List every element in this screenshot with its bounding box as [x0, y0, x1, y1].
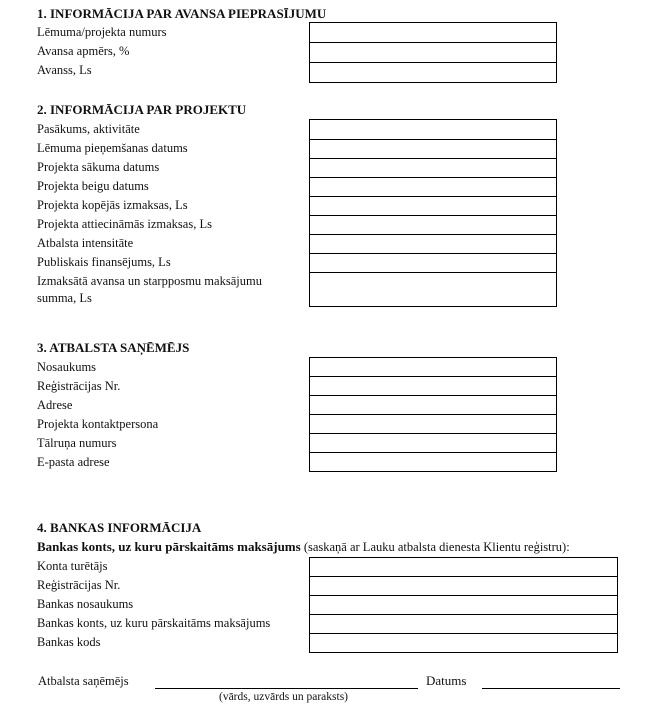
date-label: Datums	[426, 673, 467, 688]
field-label-email: E-pasta adrese	[37, 455, 110, 469]
section1-heading: 1. INFORMĀCIJA PAR AVANSA PIEPRASĪJUMU	[37, 6, 327, 21]
input-bank-code[interactable]	[309, 633, 618, 653]
input-bank-name[interactable]	[309, 595, 618, 615]
input-address[interactable]	[309, 395, 557, 415]
input-name[interactable]	[309, 357, 557, 377]
input-total-costs[interactable]	[309, 196, 557, 216]
field-label-aid-intensity: Atbalsta intensitāte	[37, 236, 134, 250]
bank-account-subheading	[37, 539, 570, 555]
field-label-advance-amount: Avanss, Ls	[37, 63, 92, 77]
input-start-date[interactable]	[309, 158, 557, 178]
bank-account-subheading-note: (saskaņā ar Lauku atbalsta dienesta Klientu reģistru):	[300, 540, 570, 554]
input-decision-number[interactable]	[309, 22, 557, 43]
bank-account-subheading-bold: Bankas konts, uz kuru pārskaitāms maksājums	[37, 539, 301, 554]
input-advance-amount[interactable]	[309, 62, 557, 83]
field-label-total-costs: Projekta kopējās izmaksas, Ls	[37, 198, 188, 212]
field-label-decision-number: Lēmuma/projekta numurs	[37, 25, 167, 39]
input-bank-registration-number[interactable]	[309, 576, 618, 596]
section3-heading: 3. ATBALSTA SAŅĒMĒJS	[37, 340, 190, 355]
input-registration-number[interactable]	[309, 376, 557, 396]
field-label-phone: Tālruņa numurs	[37, 436, 117, 450]
field-label-registration-number: Reģistrācijas Nr.	[37, 379, 121, 393]
field-label-contact-person: Projekta kontaktpersona	[37, 417, 159, 431]
input-advance-percent[interactable]	[309, 42, 557, 63]
field-label-start-date: Projekta sākuma datums	[37, 160, 160, 174]
field-label-end-date: Projekta beigu datums	[37, 179, 149, 193]
input-bank-account[interactable]	[309, 614, 618, 634]
input-email[interactable]	[309, 452, 557, 472]
field-label-name: Nosaukums	[37, 360, 97, 374]
field-label-bank-account: Bankas konts, uz kuru pārskaitāms maksājums	[37, 616, 271, 630]
field-label-eligible-costs: Projekta attiecināmās izmaksas, Ls	[37, 217, 212, 231]
input-contact-person[interactable]	[309, 414, 557, 434]
input-decision-date[interactable]	[309, 139, 557, 159]
field-label-account-holder: Konta turētājs	[37, 559, 108, 573]
field-label-public-funding: Publiskais finansējums, Ls	[37, 255, 171, 269]
field-label-bank-registration-number: Reģistrācijas Nr.	[37, 578, 121, 592]
field-label-bank-name: Bankas nosaukums	[37, 597, 134, 611]
input-measure[interactable]	[309, 119, 557, 140]
input-account-holder[interactable]	[309, 557, 618, 577]
field-label-advance-percent: Avansa apmērs, %	[37, 44, 130, 58]
recipient-signature-line[interactable]	[155, 688, 418, 689]
recipient-label: Atbalsta saņēmējs	[38, 674, 129, 688]
input-eligible-costs[interactable]	[309, 215, 557, 235]
input-end-date[interactable]	[309, 177, 557, 197]
section4-heading: 4. BANKAS INFORMĀCIJA	[37, 520, 202, 535]
input-phone[interactable]	[309, 433, 557, 453]
field-label-measure: Pasākums, aktivitāte	[37, 122, 140, 136]
recipient-signature-caption: (vārds, uzvārds un paraksts)	[219, 691, 349, 703]
section2-heading: 2. INFORMĀCIJA PAR PROJEKTU	[37, 102, 247, 117]
field-label-decision-date: Lēmuma pieņemšanas datums	[37, 141, 188, 155]
field-label-paid-advance-line2: summa, Ls	[37, 291, 92, 305]
field-label-paid-advance-line1: Izmaksātā avansa un starpposmu maksājumu	[37, 274, 262, 288]
input-paid-advance[interactable]	[309, 272, 557, 307]
field-label-address: Adrese	[37, 398, 73, 412]
field-label-bank-code: Bankas kods	[37, 635, 101, 649]
input-public-funding[interactable]	[309, 253, 557, 273]
date-line[interactable]	[482, 688, 620, 689]
input-aid-intensity[interactable]	[309, 234, 557, 254]
